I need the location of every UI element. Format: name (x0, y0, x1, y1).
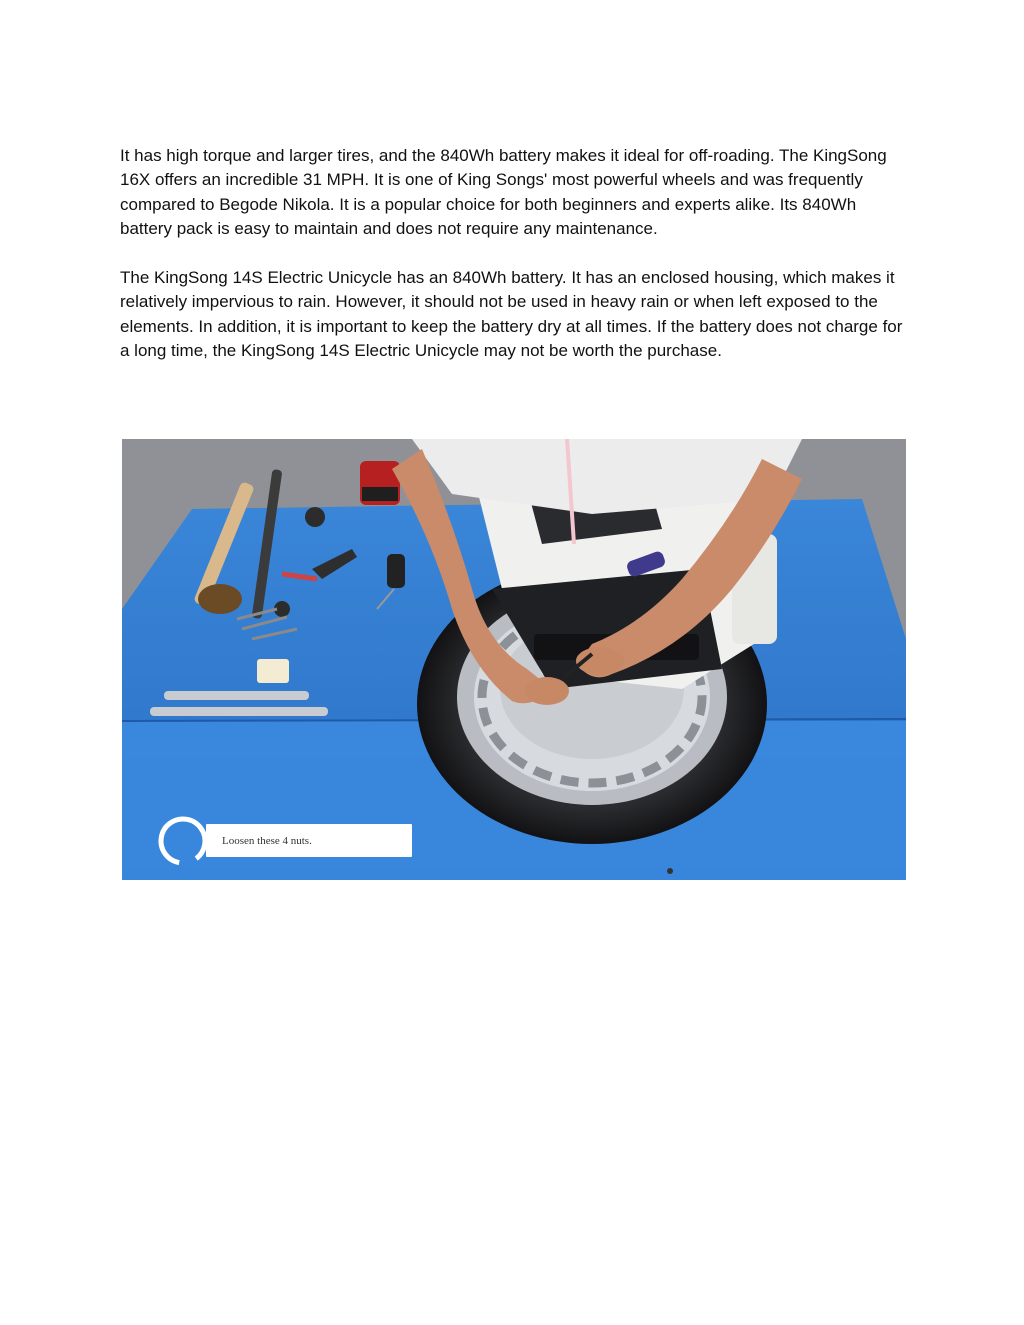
document-body (120, 144, 910, 364)
paragraph-kingsong-16x: It has high torque and larger tires, and the 840Wh battery makes it ideal for off-roading. The KingSong 16X offers an incredible 31 MPH. It is one of King Songs' most powerful wheels and was frequently compared to Begode Nikola. It is a popular choice for both beginners and experts alike. Its 840Wh battery pack is easy to maintain and does not require any maintenance. (120, 146, 887, 239)
unicycle-repair-photo (122, 439, 906, 880)
caption-progress-ring-icon (157, 815, 209, 867)
photo-illustration (122, 439, 906, 880)
paragraph-kingsong-14s: The KingSong 14S Electric Unicycle has an 840Wh battery. It has an enclosed housing, which makes it relatively impervious to rain. However, it should not be used in heavy rain or when left exposed to the elements. In addition, it is important to keep the battery dry at all times. If the battery does not charge for a long time, the KingSong 14S Electric Unicycle may not be worth the purchase. (120, 268, 903, 361)
caption-box (206, 824, 412, 857)
caption-text: Loosen these 4 nuts. (222, 834, 312, 847)
